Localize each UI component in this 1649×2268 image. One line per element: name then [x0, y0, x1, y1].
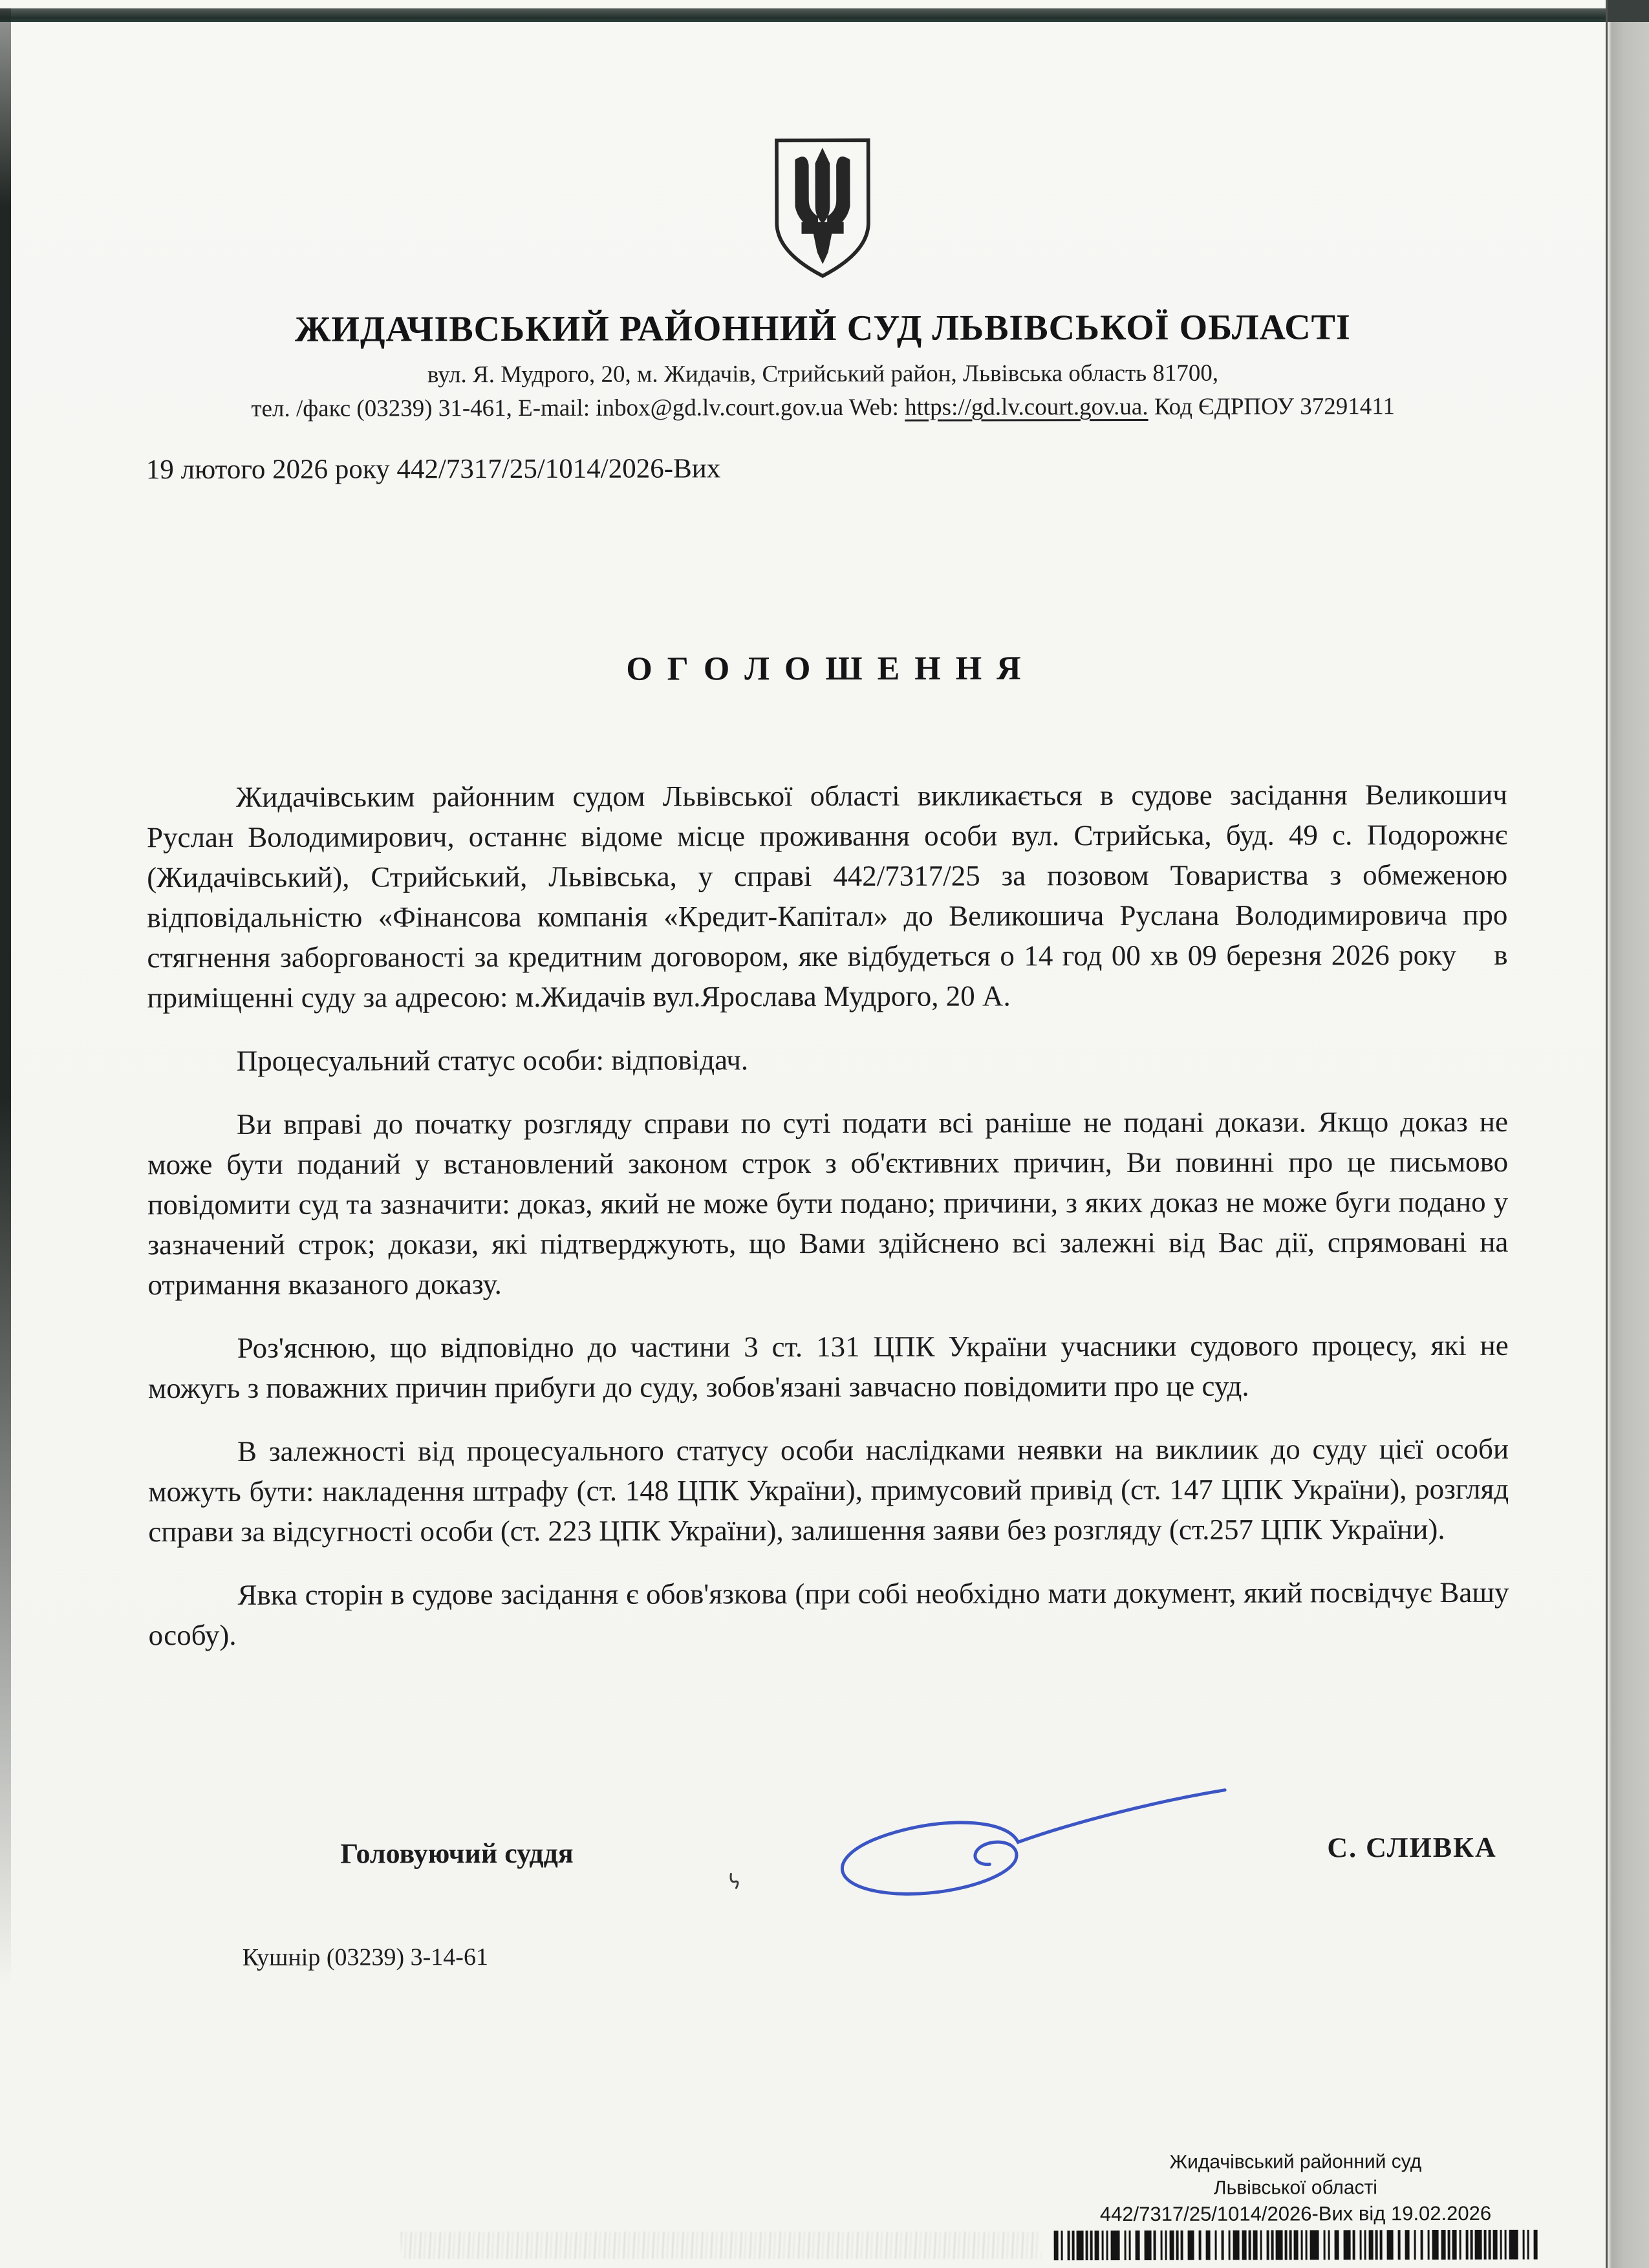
judge-title-label: Головуючий суддя	[340, 1837, 574, 1870]
clerk-contact: Кушнір (03239) 3-14-61	[242, 1943, 488, 1971]
ukraine-coat-of-arms-icon	[768, 131, 878, 286]
date-and-outgoing-number: 19 лютого 2026 року 442/7317/25/1014/2026-Вих	[146, 453, 721, 486]
court-address: вул. Я. Мудрого, 20, м. Жидачів, Стрийський район, Львівська область 81700,	[427, 359, 1219, 389]
paragraph-evidence-rights: Ви вправі до початку розгляду справи по суті подати всі раніше не подані докази. Якщо доказ не може бути поданий у встановлений законом строк з об'єктивних причин, Ви повинні про це письмово повідомити суд та зазначити: доказ, який не може бути подано; причини, з яких доказ не може буги подано у зазначений строк; докази, які підтверджують, що Вами здійснено всі залежні від Вас дії, спрямовані на отримання вказаного доказу.	[147, 1105, 1509, 1301]
stamp-doc-number: 442/7317/25/1014/2026-Вих від 19.02.2026	[1099, 2201, 1492, 2226]
stamp-court-name: Жидачівський районний суд	[1169, 2151, 1422, 2173]
paragraph-summons: Жидачівським районним судом Львівської області викликається в судове засідання Великошич Руслан Володимирович, останнє відоме місце проживання особи вул. Стрийська, буд. 49 с. Подорожнє (Жидачівський), Стрийський, Львівська, у справі 442/7317/25 за позовом Товариства з обмеженою відповідальністю «Фінансова компанія «Кредит-Капітал» до Великошича Руслана Володимировича про стягнення заборгованості за кредитним договором, яке відбудеться о 14 год 00 хв 09 березня 2026 року в приміщенні суду за адресою: м.Жидачів вул.Ярослава Мудрого, 20 А.	[146, 778, 1508, 1014]
judge-name: С. СЛИВКА	[1327, 1831, 1497, 1864]
ink-mark	[727, 1870, 745, 1892]
document-title: О Г О Л О Ш Е Н Н Я	[626, 650, 1021, 688]
judge-signature-ink	[764, 1784, 1230, 1918]
registration-stamp	[1042, 2149, 1549, 2261]
stamp-court-region: Львівської області	[1213, 2177, 1377, 2199]
court-edrpou-code: Код ЄДРПОУ 37291411	[1148, 393, 1395, 420]
court-contacts-text: тел. /факс (03239) 31-461, E-mail: inbox@gd.lv.court.gov.ua Web:	[251, 394, 905, 422]
court-name: ЖИДАЧІВСЬКИЙ РАЙОННИЙ СУД ЛЬВІВСЬКОЇ ОБЛАСТІ	[294, 307, 1351, 350]
barcode	[1054, 2230, 1538, 2261]
paragraph-absence-consequences: В залежності від процесуального статусу особи наслідками неявки на виклиик до суду цієї особи можуть бути: накладення штрафу (ст. 148 ЦПК України), примусовий привід (ст. 147 ЦПК України), розгляд справи за відсугності особи (ст. 223 ЦПК України), залишення заяви без розгляду (ст.257 ЦПК України).	[148, 1432, 1509, 1548]
document-body	[147, 775, 1509, 1678]
court-contacts	[0, 392, 1648, 423]
paragraph-attendance-mandatory: Явка сторін в судове засідання є обов'язкова (при собі необхідно мати документ, який посвідчує Вашу особу).	[148, 1576, 1509, 1652]
paragraph-article-131: Роз'яснюю, що відповідно до частини 3 ст. 131 ЦПК України учасники судового процесу, які не можугь з поважних причин прибуги до суду, зобов'язані завчасно повідомити про це суд.	[147, 1329, 1509, 1405]
court-website-url: https://gd.lv.court.gov.ua.	[905, 393, 1148, 421]
paragraph-procedural-status: Процесуальний статус особи: відповідач.	[236, 1043, 749, 1077]
